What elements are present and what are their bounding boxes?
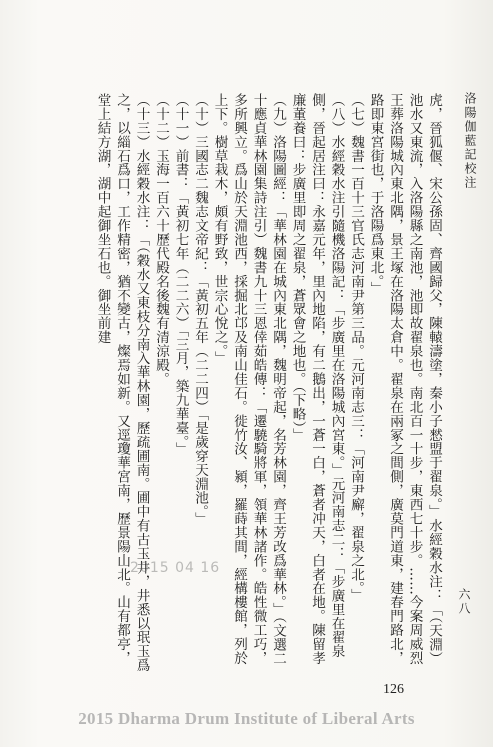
folio-number: 六八	[457, 588, 471, 616]
scan-date-stamp: 2015 04 16	[130, 560, 221, 576]
note-8: （八）水經穀水注引隨機洛陽記：「步廣里在洛陽城內宮東。」元河南志二：「步廣里在翟泉側，晉起居注曰：永嘉元年，里內地陷，有二鵝出，一蒼一白，蒼者冲天，白者在地。陳留孝廉董養曰：步廣里即周之翟泉，蒼眾會之地也。（下略）」	[289, 93, 345, 665]
note-10: （十）三國志二魏志文帝紀：「黃初五年（二二四）「是歲穿天淵池。」	[192, 93, 208, 526]
note-7: （七）魏書一百十三官氏志河南尹第三品。元河南志三：「河南尹廨，翟泉之北。」	[348, 93, 364, 603]
paragraph-continuation: 虎，晉狐偃、宋公孫固、齊國歸父，陳轅濤塗，秦小子憖盟于翟泉。」水經穀水注：「（天淵）池水又東流，入洛陽縣之南池，池即故翟泉也。南北百一十步，東西七十步。……今案周威烈王葬洛陽城內東北隅，景王塚在洛陽太倉中。翟泉在兩冢之間側，廣莫門道東，建春門路北，路即東宮街也，于洛陽爲東北。」	[367, 93, 442, 666]
note-11: （十一）前書：「黃初七年（二二六）「三月，築九華臺。」	[172, 93, 189, 457]
running-header: 洛陽伽藍記校注	[463, 92, 477, 190]
page-number: 126	[383, 682, 404, 697]
note-12: （十二）玉海一百六十歷代殿名後魏有清涼殿。	[153, 93, 169, 386]
institute-watermark: 2015 Dharma Drum Institute of Liberal Arts	[78, 709, 415, 728]
note-9: （九）洛陽圖經：「華林園在城內東北隅，魏明帝起，名芳林園，齊王芳改爲華林。」（文選二十應貞華林園集詩注引）魏書九十三恩倖茹皓傳：「遷驍騎將軍，領華林諸作。皓性微工巧，多所興立。爲山於天淵池西，採掘北邙及南山佳石。徙竹汝、潁，羅蒔其間，經構樓館，列於上下。樹草栽木，頗有野致，世宗心悅之。」	[211, 93, 286, 666]
note-13: （十三）水經穀水注：「（穀水又東枝分南入華林園，歷疏圃南。圃中有古玉井，井悉以珉玉爲之，以緇石爲口，工作精密，猶不變古，燦焉如新。又逕瓊華宮南，歷景陽山北。山有都亭，堂上結方湖，湖中起御坐石也。御坐前建	[94, 93, 150, 673]
annotation-text-block	[37, 93, 443, 675]
